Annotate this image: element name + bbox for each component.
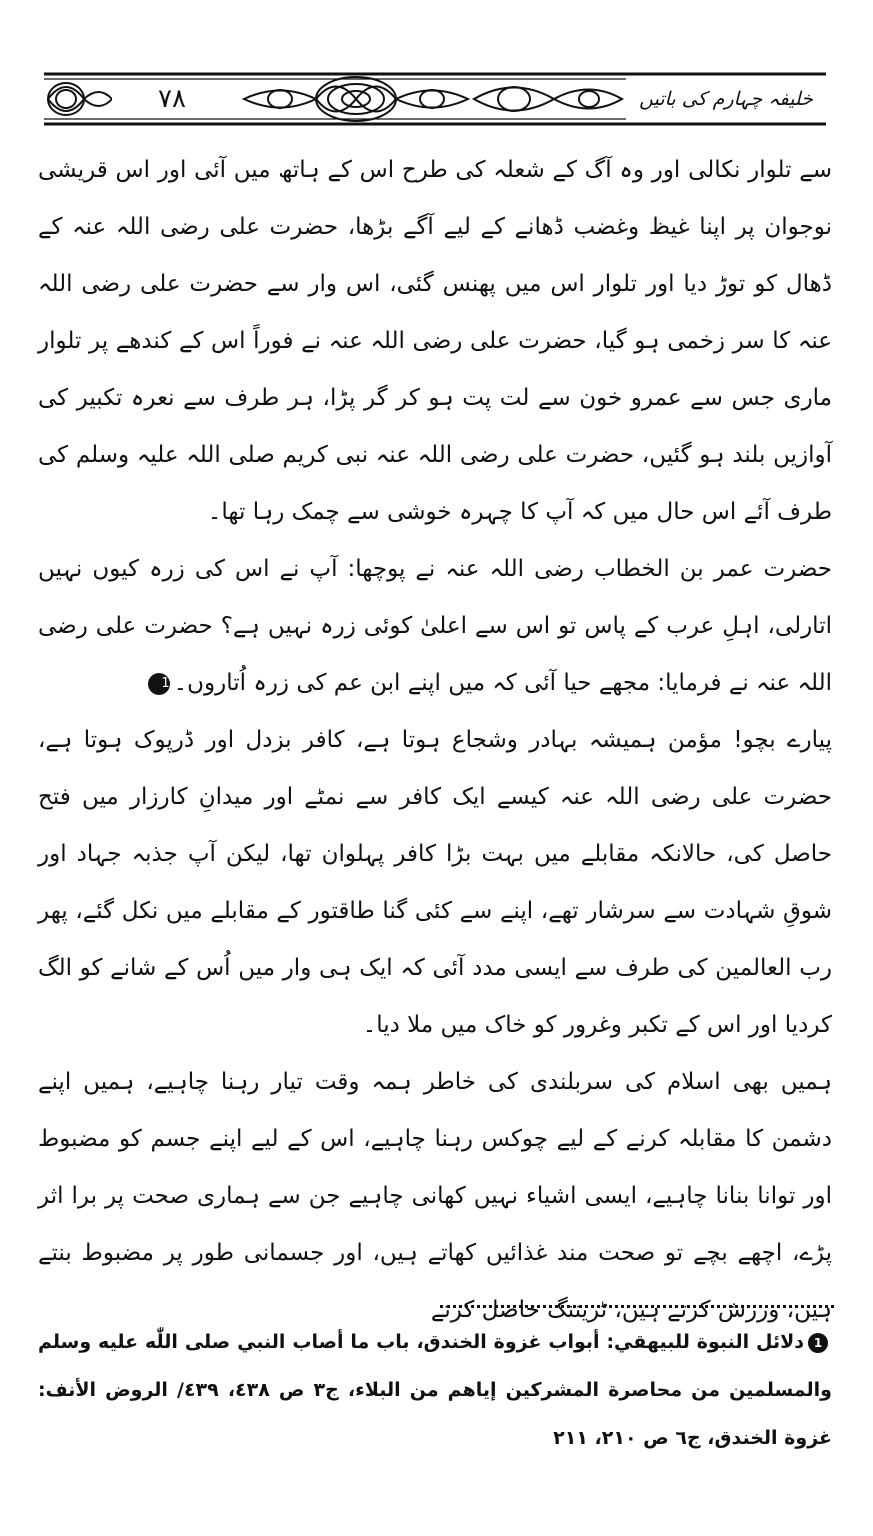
paragraph-text: ہمیں بھی اسلام کی سربلندی کی خاطر ہمہ وقت تیار رہنا چاہیے، ہمیں اپنے دشمن کا مقابلہ کرنے کے لیے چوکس رہنا چاہیے، اس کے لیے اپنے جسم کو مضبوط اور توانا بنانا چاہیے، ایسی اشیاء نہیں کھانی چاہیے جن سے ہماری صحت پر برا اثر پڑے، اچھے بچے تو صحت مند غذائیں کھاتے ہیں، اور جسمانی طور پر مضبوط بنتے ہیں، ورزش کرتے ہیں، ٹریننگ حاصل کرتے: [38, 1069, 832, 1323]
running-header-title: خلیفہ چہارم کی باتیں: [626, 78, 826, 120]
footnote-separator: [440, 1305, 834, 1308]
footnote-text: دلائل النبوة للبيهقي: أبواب غزوة الخندق، باب ما أصاب النبي صلى اللّٰه عليه وسلم والمسلمين من محاصرة المشركين إياهم من البلاء، ج٣ ص ٤٣٨، ٤٣٩/ الروض الأنف: غزوة الخندق، ج٦ ص ٢١٠، ٢١١: [38, 1331, 832, 1449]
paragraph-text: حضرت عمر بن الخطاب رضی اللہ عنہ نے پوچھا: آپ نے اس کی زرہ کیوں نہیں اتارلی، اہلِ عرب کے پاس تو اس سے اعلیٰ کوئی زرہ نہیں ہے؟ حضرت علی رضی اللہ عنہ نے فرمایا: مجھے حیا آئی کہ میں اپنے ابن عم کی زرہ اُتاروں۔: [38, 556, 832, 696]
header-ornament: [44, 70, 826, 128]
paragraph-text: سے تلوار نکالی اور وہ آگ کے شعلہ کی طرح اس کے ہاتھ میں آئی اور اس قریشی نوجوان پر اپنا غیظ وغضب ڈھانے کے لیے آگے بڑھا، حضرت علی رضی اللہ عنہ کے ڈھال کو توڑ دیا اور تلوار اس میں پھنس گئی، اس وار سے حضرت علی رضی اللہ عنہ کا سر زخمی ہو گیا، حضرت علی رضی اللہ عنہ نے فوراً اس کے کندھے پر تلوار ماری جس سے عمرو خون سے لت پت ہو کر گر پڑا، ہر طرف سے نعرہ تکبیر کی آوازیں بلند ہو گئیں، حضرت علی رضی اللہ عنہ نبی کریم صلی اللہ علیہ وسلم کی طرف آئے اس حال میں کہ آپ کا چہرہ خوشی سے چمک رہا تھا۔: [38, 157, 832, 525]
page-number: ۷۸: [112, 80, 232, 118]
paragraph: [38, 541, 832, 712]
paragraph: [38, 1054, 832, 1339]
footnote-reference[interactable]: 1: [148, 673, 170, 695]
footnote-marker: 1: [808, 1333, 828, 1353]
body-text: [38, 142, 832, 1339]
paragraph-text: پیارے بچو! مؤمن ہمیشہ بہادر وشجاع ہوتا ہے، کافر بزدل اور ڈرپوک ہوتا ہے، حضرت علی رضی اللہ عنہ کیسے ایک کافر سے نمٹے اور میدانِ کارزار میں فتح حاصل کی، حالانکہ مقابلے میں بہت بڑا کافر پہلوان تھا، لیکن آپ جذبہ جہاد اور شوقِ شہادت سے سرشار تھے، اپنے سے کئی گنا طاقتور کے مقابلے میں نکل گئے، پھر رب العالمین کی طرف سے ایسی مدد آئی کہ ایک ہی وار میں اُس کے شانے کو الگ کردیا اور اس کے تکبر وغرور کو خاک میں ملا دیا۔: [38, 727, 832, 1038]
paragraph: [38, 142, 832, 541]
footnote: [38, 1318, 832, 1462]
paragraph: [38, 712, 832, 1054]
